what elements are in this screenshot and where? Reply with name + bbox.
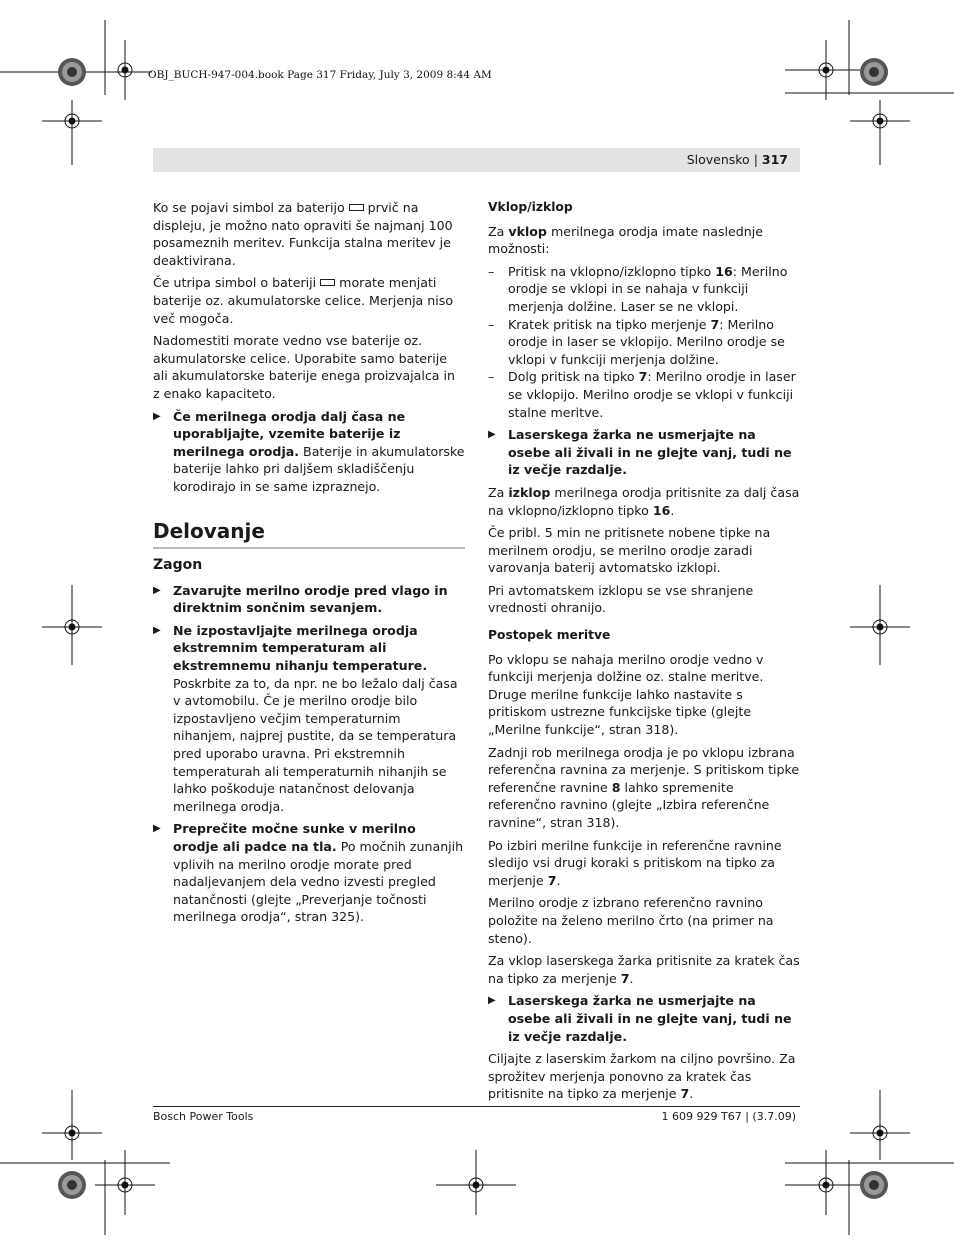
warning-bullet-moisture: ▶ Zavarujte merilno orodje pred vlago in direktnim sončnim sevanjem. — [153, 582, 448, 616]
measuring-paragraph-6: Ciljajte z laserskim žarkom na ciljno površino. Za sprožitev merjenja ponovno za kratek čas pritisnite na tipko za merjenje 7. — [488, 1051, 796, 1102]
header-separator: | — [753, 152, 758, 167]
off-paragraph: Za izklop merilnega orodja pritisnite za dalj časa na vklopno/izklopno tipko 16. — [488, 484, 800, 518]
subsection-heading: Zagon — [153, 557, 203, 574]
on-option-1: – Pritisk na vklopno/izklopno tipko 16: Merilno orodje se vklopi in se nahaja v funkciji merjenja dolžine. Laser se ne vklopi. — [488, 263, 788, 314]
measuring-paragraph-1: Po vklopu se nahaja merilno orodje vedno v funkciji merjenja dolžine oz. stalne meritve. Druge merilne funkcije lahko nastavite s pritiskom ustrezne funkcijske tipke (glejte „Merilne funkcije“, stran 318). — [488, 651, 764, 738]
warning-bullet-batteries: ▶ Če merilnega orodja dalj časa ne uporabljajte, vzemite baterije iz merilnega orodja. Baterije in akumulatorske baterije lahko pri daljšem skladiščenju korodirajo in se same izpraznejo. — [153, 408, 465, 494]
measuring-paragraph-2: Zadnji rob merilnega orodja je po vklopu izbrana referenčna ravnina za merjenje. S pritiskom tipke referenčne ravnine 8 lahko spremenite referenčno ravnino (glejte „Izbira referenčne ravnine“, stran 318). — [488, 744, 800, 830]
on-option-2: – Kratek pritisk na tipko merjenje 7: Merilno orodje in laser se vklopijo. Merilno orodje se vklopi v funkciji merjenja dolžine. — [488, 316, 785, 367]
right-column — [488, 199, 800, 1108]
battery-paragraph-1: Ko se pojavi simbol za baterijo prvič na displeju, je možno nato opraviti še najmanj 100 posameznih meritev. Funkcija stalna meritev je deaktivirana. — [153, 200, 453, 268]
triangle-right-icon: ▶ — [153, 410, 161, 422]
subheading-measuring: Postopek meritve — [488, 628, 611, 643]
on-intro: Za vklop merilnega orodja imate naslednje možnosti: — [488, 223, 764, 257]
section-heading: Delovanje — [153, 523, 465, 550]
measuring-paragraph-5: Za vklop laserskega žarka pritisnite za kratek čas na tipko za merjenje 7. — [488, 953, 800, 986]
header-text — [687, 152, 788, 167]
warning-bullet-shock: ▶ Preprečite močne sunke v merilno orodje ali padce na tla. Po močnih zunanjih vplivih na merilno orodje morate pred nadaljevanjem dela vedno izvesti pregled natančnosti (glejte „Preverjanje točnosti merilnega orodja“, stran 325). — [153, 821, 464, 925]
page-header — [153, 148, 800, 172]
page-number: 317 — [761, 152, 788, 167]
warning-bullet-temperature: ▶ Ne izpostavljajte merilnega orodja ekstremnim temperaturam ali ekstremnemu nihanju temperature. Poskrbite za to, da npr. ne bo ležalo dalj časa v avtomobilu. Če je merilno orodje bilo izpostavljeno večjim temperaturnim nihanjem, najprej pustite, da se temperatura pred uporabo uravna. Pri ekstremnih temperaturah ali temperaturnih nihanjih se lahko poškoduje natančnost delovanja merilnega orodja. — [153, 622, 458, 814]
battery-empty-icon — [320, 279, 335, 286]
subheading-on-off: Vklop/izklop — [488, 200, 573, 214]
auto-off-paragraph: Če pribl. 5 min ne pritisnete nobene tipke na merilnem orodju, se merilno orodje zaradi varovanja baterij avtomatsko izklopi. — [488, 525, 771, 576]
header-language: Slovensko — [686, 152, 750, 167]
top-left-target — [58, 58, 86, 86]
battery-empty-icon — [349, 204, 364, 211]
measuring-paragraph-3: Po izbiri merilne funkcije in referenčne ravnine sledijo vsi drugi koraki s pritiskom na tipko za merjenje 7. — [488, 837, 782, 888]
auto-off-memory-paragraph: Pri avtomatskem izklopu se vse shranjene vrednosti ohranijo. — [488, 582, 754, 616]
battery-paragraph-3: Nadomestiti morate vedno vse baterije oz. akumulatorske celice. Uporabite samo baterije ali akumulatorske baterije enega proizvajalca in z enako kapaciteto. — [153, 333, 456, 401]
laser-warning-2: ▶ Laserskega žarka ne usmerjajte na osebe ali živali in ne glejte vanj, tudi ne iz večje razdalje. — [488, 993, 792, 1044]
footer-rule — [153, 1106, 800, 1107]
triangle-right-icon: ▶ — [488, 429, 496, 441]
battery-paragraph-2: Če utripa simbol o bateriji morate menjati baterije oz. akumulatorske celice. Merjenja niso več mogoča. — [153, 275, 454, 326]
triangle-right-icon: ▶ — [153, 584, 161, 596]
triangle-right-icon: ▶ — [153, 823, 161, 835]
measuring-paragraph-4: Merilno orodje z izbrano referenčno ravnino položite na želeno merilno črto (na primer na steno). — [488, 895, 774, 946]
laser-warning-1: ▶ Laserskega žarka ne usmerjajte na osebe ali živali in ne glejte vanj, tudi ne iz večje razdalje. — [488, 427, 792, 478]
triangle-right-icon: ▶ — [488, 995, 496, 1007]
on-option-3: – Dolg pritisk na tipko 7: Merilno orodje in laser se vklopijo. Merilno orodje se vklopi v funkciji stalne meritve. — [488, 369, 796, 420]
triangle-right-icon: ▶ — [153, 624, 161, 636]
footer-brand: Bosch Power Tools — [153, 1110, 254, 1123]
left-column — [153, 199, 465, 931]
footer-docnumber: 1 609 929 T67 | (3.7.09) — [661, 1110, 796, 1123]
print-slug: OBJ_BUCH-947-004.book Page 317 Friday, July 3, 2009 8:44 AM — [148, 69, 492, 81]
